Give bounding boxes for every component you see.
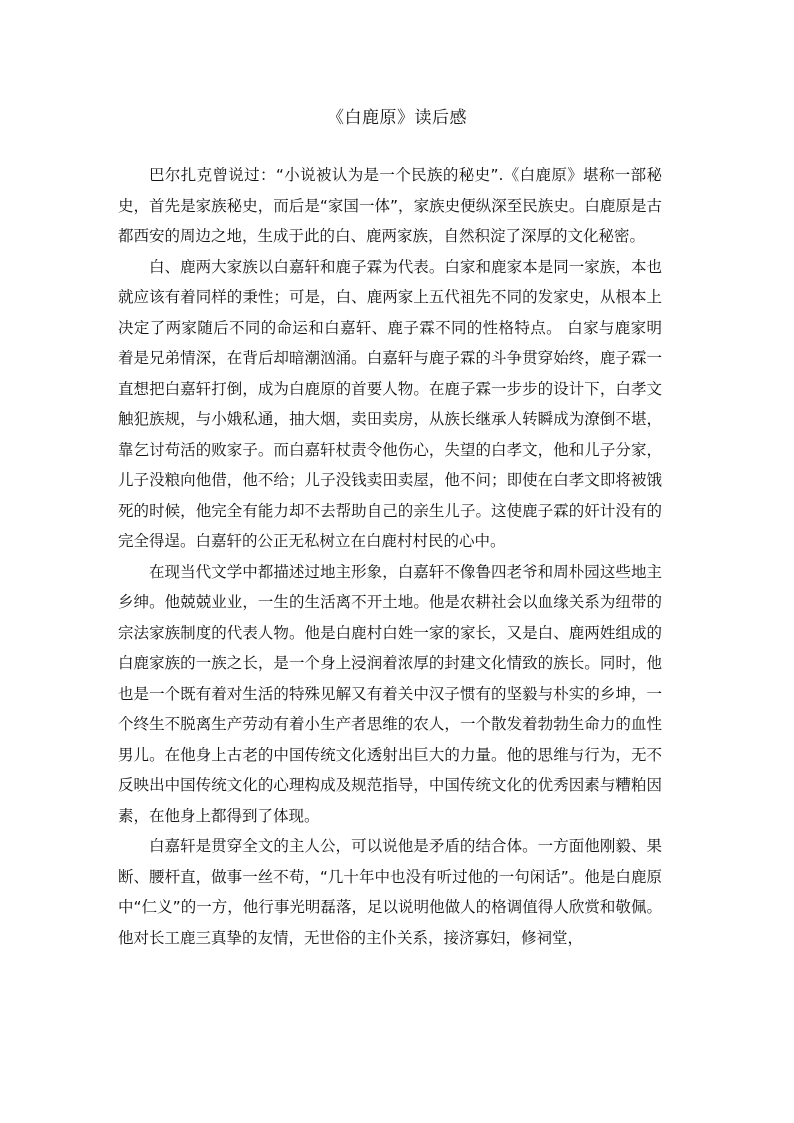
paragraph-4: 白嘉轩是贯穿全文的主人公，可以说他是矛盾的结合体。一方面他刚毅、果断、腰杆直，做事一丝不苟，“几十年中也没有听过他的一句闲话”。他是白鹿原中“仁义”的一方，他行事光明磊落，足以说明他做人的格调值得人欣赏和敬佩。他对长工鹿三真挚的友情，无世俗的主仆关系，接济寡妇，修祠堂， (118, 837, 662, 947)
document-title: 《白鹿原》读后感 (327, 108, 467, 128)
paragraph-1: 巴尔扎克曾说过：“小说被认为是一个民族的秘史”.《白鹿原》堪称一部秘史，首先是家族秘史，而后是“家国一体”，家族史便纵深至民族史。白鹿原是古都西安的周边之地，生成于此的白、鹿两家族，自然积淀了深厚的文化秘密。 (118, 166, 662, 245)
paragraph-2: 白、鹿两大家族以白嘉轩和鹿子霖为代表。白家和鹿家本是同一家族，本也就应该有着同样的秉性；可是，白、鹿两家上五代祖先不同的发家史，从根本上决定了两家随后不同的命运和白嘉轩、鹿子霖不同的性格特点。 白家与鹿家明着是兄弟情深，在背后却暗潮汹涌。白嘉轩与鹿子霖的斗争贯穿始终，鹿子霖一直想把白嘉轩打倒，成为白鹿原的首要人物。在鹿子霖一步步的设计下，白孝文触犯族规，与小娥私通，抽大烟，卖田卖房，从族长继承人转瞬成为潦倒不堪，靠乞讨苟活的败家子。而白嘉轩杖责令他伤心，失望的白孝文，他和儿子分家，儿子没粮向他借，他不给；儿子没钱卖田卖屋，他不问；即使在白孝文即将被饿死的时候，他完全有能力却不去帮助自己的亲生儿子。这使鹿子霖的奸计没有的完全得逞。白嘉轩的公正无私树立在白鹿村村民的心中。 (118, 257, 662, 550)
document-body (118, 160, 662, 953)
paragraph-3: 在现当代文学中都描述过地主形象，白嘉轩不像鲁四老爷和周朴园这些地主乡绅。他兢兢业业，一生的生活离不开土地。他是农耕社会以血缘关系为纽带的宗法家族制度的代表人物。他是白鹿村白姓一家的家长，又是白、鹿两姓组成的白鹿家族的一族之长，是一个身上浸润着浓厚的封建文化情致的族长。同时，他也是一个既有着对生活的特殊见解又有着关中汉子惯有的坚毅与朴实的乡坤，一个终生不脱离生产劳动有着小生产者思维的农人，一个散发着勃勃生命力的血性男儿。在他身上古老的中国传统文化透射出巨大的力量。他的思维与行为，无不反映出中国传统文化的心理构成及规范指导，中国传统文化的优秀因素与糟粕因素，在他身上都得到了体现。 (118, 562, 662, 825)
